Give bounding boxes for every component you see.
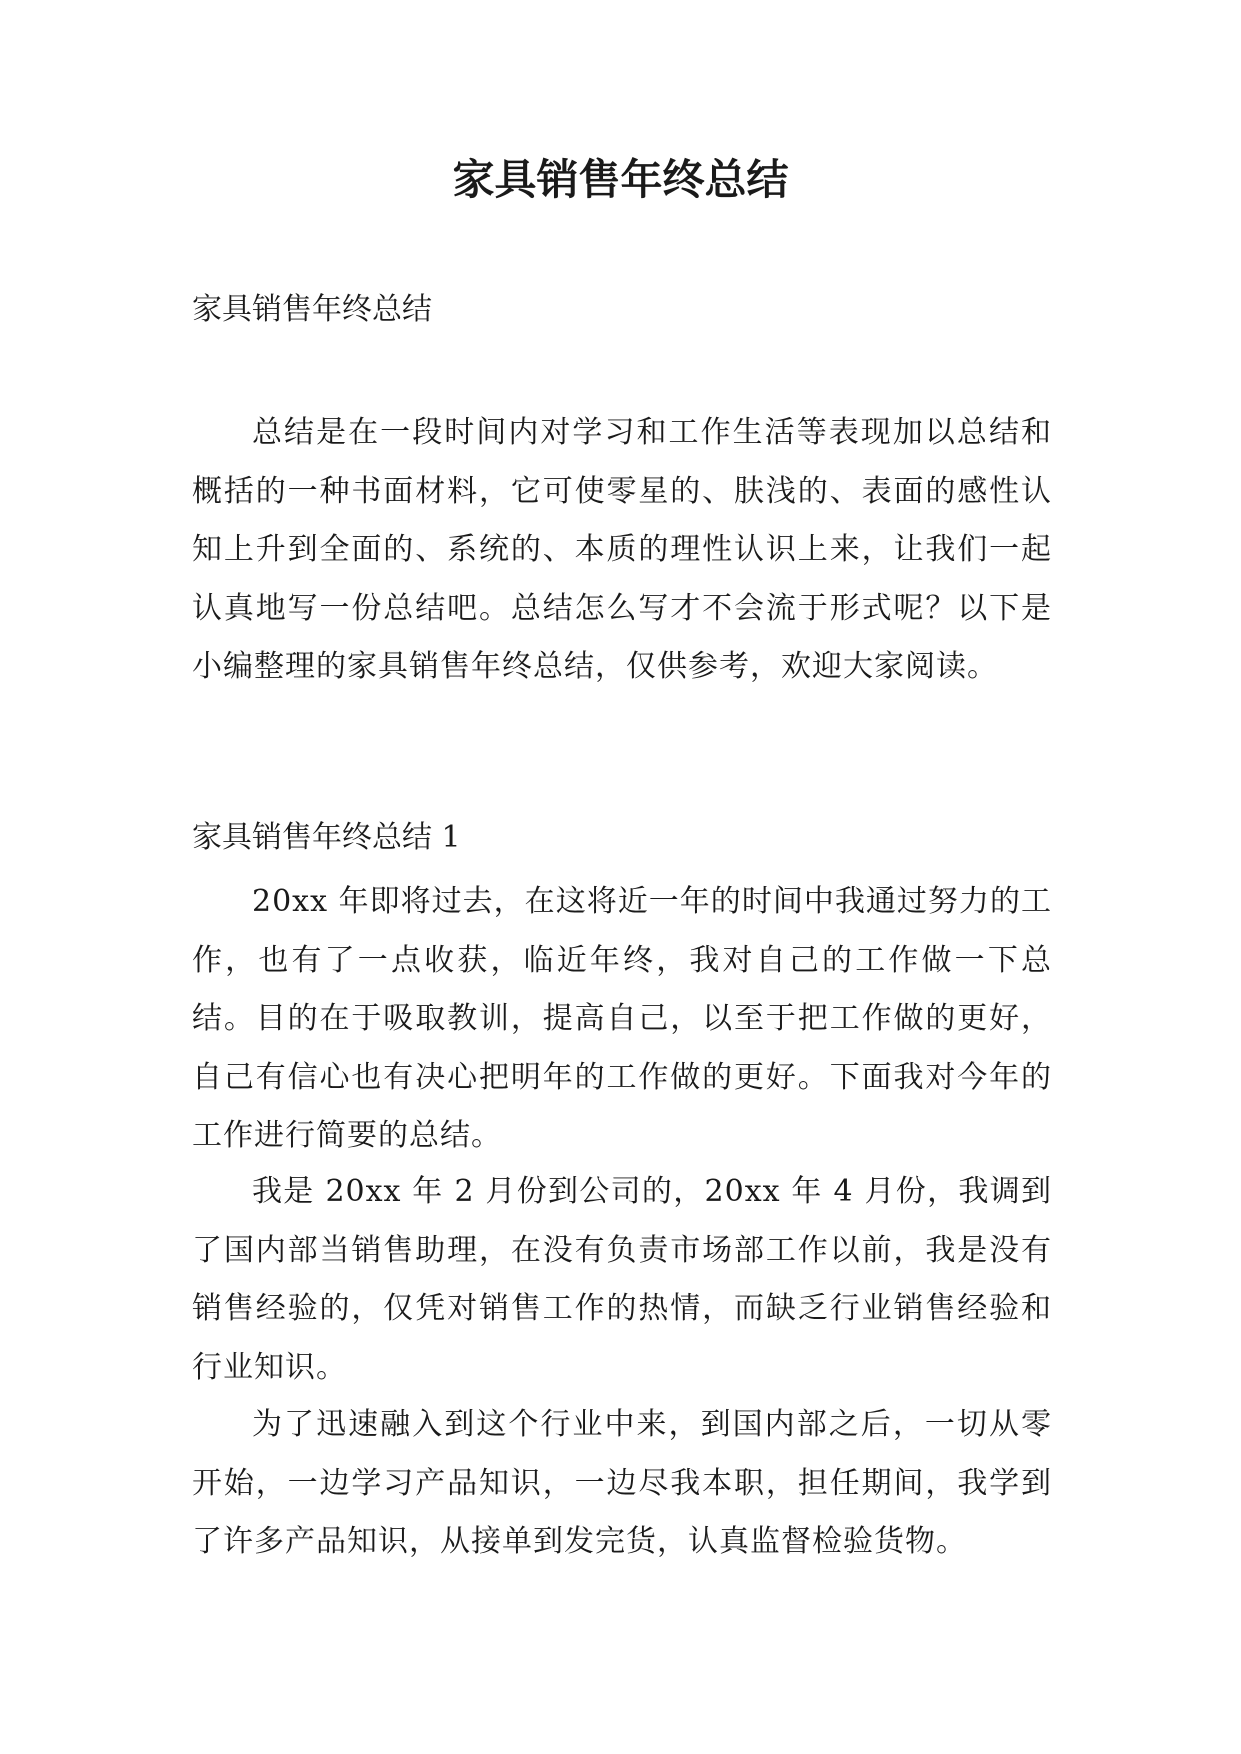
document-title: 家具销售年终总结: [452, 155, 789, 204]
body-paragraph: 我是 20xx 年 2 月份到公司的，20xx 年 4 月份，我调到了国内部当销售助理，在没有负责市场部工作以前，我是没有销售经验的，仅凭对销售工作的热情，而缺乏行业销售经验和行业知识。: [192, 1174, 1052, 1385]
body-paragraph: 为了迅速融入到这个行业中来，到国内部之后，一切从零开始，一边学习产品知识，一边尽我本职，担任期间，我学到了许多产品知识，从接单到发完货，认真监督检验货物。: [192, 1407, 1052, 1559]
document-subtitle: 家具销售年终总结: [192, 292, 432, 327]
body-paragraph: 20xx 年即将过去，在这将近一年的时间中我通过努力的工作，也有了一点收获，临近年终，我对自己的工作做一下总结。目的在于吸取教训，提高自己，以至于把工作做的更好，自己有信心也有决心把明年的工作做的更好。下面我对今年的工作进行简要的总结。: [192, 884, 1052, 1153]
section-heading: 家具销售年终总结 1: [192, 820, 461, 855]
intro-paragraph: 总结是在一段时间内对学习和工作生活等表现加以总结和概括的一种书面材料，它可使零星的、肤浅的、表面的感性认知上升到全面的、系统的、本质的理性认识上来，让我们一起认真地写一份总结吧。总结怎么写才不会流于形式呢？以下是小编整理的家具销售年终总结，仅供参考，欢迎大家阅读。: [192, 415, 1052, 684]
